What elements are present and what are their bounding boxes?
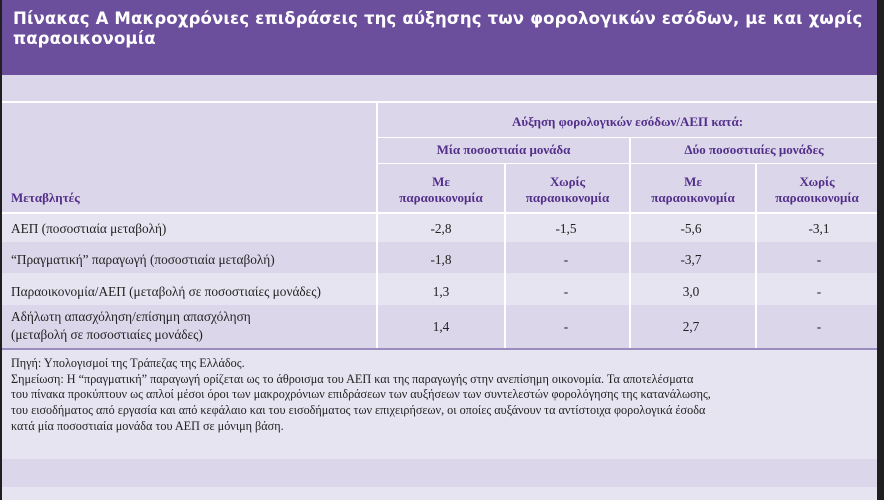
cell-value: -: [816, 319, 822, 334]
spacer-band: [2, 75, 877, 102]
table-row: [2, 305, 877, 348]
note-line: του εισοδήματος από εργασία και από κεφάλαιο και του εισοδήματος των επιχειρήσεων, οι οποίες αυξάνουν τα αντίστοιχα φορολογικά έσοδα: [11, 403, 706, 418]
subgroup-header-one: Μία ποσοστιαία μονάδα: [436, 142, 571, 157]
cell-value: 1,4: [432, 319, 450, 334]
table-row: [2, 273, 877, 305]
col-header-line: Χωρίς: [549, 174, 586, 189]
table-title: Πίνακας Α Μακροχρόνιες επιδράσεις της αύξησης των φορολογικών εσόδων, με και χωρίς παραοικονομία: [13, 9, 863, 48]
row-label: Παραοικονομία/ΑΕΠ (μεταβολή σε ποσοστιαίες μονάδες): [11, 284, 321, 299]
header-rule: [378, 137, 877, 138]
cell-value: -1,5: [555, 221, 577, 236]
column-divider: [504, 214, 506, 348]
subgroup-header-two: Δύο ποσοστιαίες μονάδες: [684, 142, 824, 157]
title-bar: [2, 0, 877, 75]
cell-value: -: [563, 252, 569, 267]
table-row: [2, 214, 877, 242]
column-divider: [376, 214, 378, 348]
window-edge: [877, 0, 884, 500]
col-header-line: Με: [684, 174, 702, 189]
col-header-1: [378, 174, 504, 206]
note-line: του πίνακα προκύπτουν ως απλοί μέσοι όροι των μακροχρόνιων επιδράσεων των αυξήσεων των συντελεστών φορολόγησης της κατανάλωσης,: [11, 387, 711, 402]
col-header-2: [506, 174, 629, 206]
cell-value: -5,6: [680, 221, 702, 236]
cell-value: 1,3: [432, 284, 450, 299]
col-header-line: Με: [432, 174, 450, 189]
row-label: “Πραγματική” παραγωγή (ποσοστιαία μεταβολή): [11, 252, 275, 267]
cell-value: -3,1: [808, 221, 830, 236]
footer-band: [2, 459, 877, 487]
note-line: Σημείωση: Η “πραγματική” παραγωγή ορίζεται ως το άθροισμα του ΑΕΠ και της παραγωγής στην ανεπίσημη οικονομία. Τα αποτελέσματα: [11, 371, 694, 386]
row-label: ΑΕΠ (ποσοστιαία μεταβολή): [11, 221, 167, 236]
table-notes: [11, 356, 877, 435]
col-header-line: παραοικονομία: [651, 190, 735, 205]
cell-value: -: [816, 252, 822, 267]
row-label-continued: (μεταβολή σε ποσοστιαίες μονάδες): [11, 327, 203, 342]
source-note: Πηγή: Υπολογισμοί της Τράπεζας της Ελλάδος.: [11, 356, 245, 370]
cell-value: -1,8: [430, 252, 452, 267]
col-header-3: [631, 174, 755, 206]
row-label: Αδήλωτη απασχόληση/επίσημη απασχόληση: [11, 309, 251, 324]
cell-value: -2,8: [430, 221, 452, 236]
variables-header: Μεταβλητές: [11, 190, 80, 205]
col-header-line: Χωρίς: [799, 174, 835, 189]
col-header-line: παραοικονομία: [399, 190, 483, 205]
group-header: Αύξηση φορολογικών εσόδων/ΑΕΠ κατά:: [511, 114, 744, 129]
col-header-line: παραοικονομία: [775, 190, 859, 205]
cell-value: -3,7: [680, 252, 702, 267]
cell-value: 2,7: [682, 319, 700, 334]
column-divider: [755, 214, 757, 348]
cell-value: -: [563, 319, 569, 334]
cell-value: 3,0: [682, 284, 700, 299]
table-row: [2, 242, 877, 273]
col-header-4: [757, 174, 877, 206]
column-divider: [629, 214, 631, 348]
col-header-line: παραοικονομία: [525, 190, 610, 205]
header-rule: [378, 163, 877, 164]
table-panel: [2, 0, 877, 500]
cell-value: -: [563, 284, 569, 299]
table-bottom-rule: [2, 348, 877, 350]
cell-value: -: [816, 284, 822, 299]
note-line: κατά μία ποσοστιαία μονάδα του ΑΕΠ σε μόνιμη βάση.: [11, 418, 284, 433]
